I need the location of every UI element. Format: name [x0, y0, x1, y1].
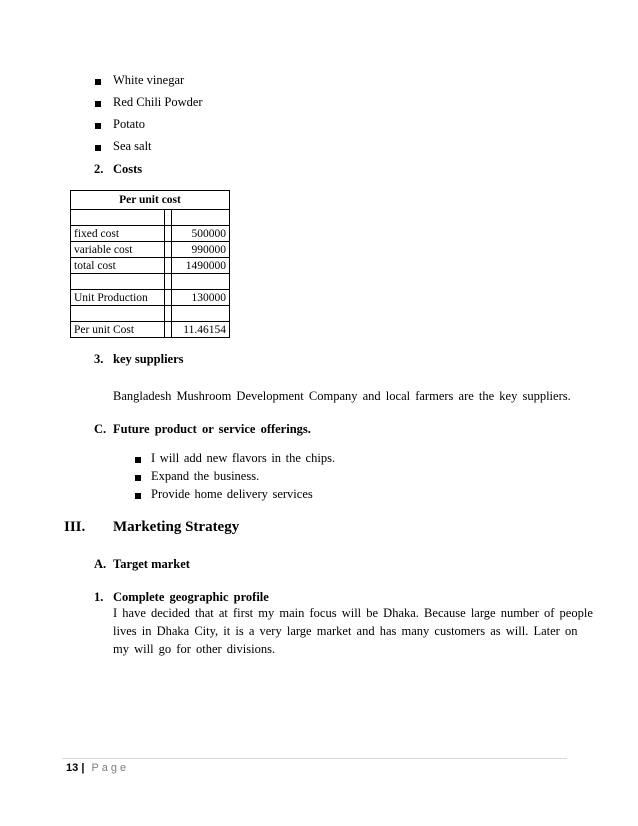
- costs-number: 2.: [94, 162, 104, 176]
- suppliers-number: 3.: [94, 352, 104, 366]
- bullet-icon: [135, 493, 141, 499]
- cost-table: [70, 190, 230, 338]
- table-cell-value: [172, 306, 230, 322]
- ingredient-item: Potato: [113, 117, 145, 131]
- bullet-icon: [95, 101, 101, 107]
- table-cell-label: [71, 306, 165, 322]
- page-number: 13: [66, 762, 79, 774]
- table-cell-label: total cost: [71, 258, 165, 274]
- table-cell-value: 130000: [172, 290, 230, 306]
- costs-heading: Costs: [113, 162, 143, 176]
- geo-text-line: my will go for other divisions.: [113, 642, 276, 656]
- page-label: Page: [91, 762, 130, 774]
- table-cell-value: 500000: [172, 226, 230, 242]
- table-header: Per unit cost: [71, 191, 230, 210]
- table-cell-value: [172, 210, 230, 226]
- future-item: Provide home delivery services: [151, 487, 313, 501]
- ingredient-item: Red Chili Powder: [113, 95, 203, 109]
- table-cell-label: [71, 210, 165, 226]
- table-cell-label: fixed cost: [71, 226, 165, 242]
- table-header-row: [71, 191, 230, 210]
- table-cell-label: [71, 274, 165, 290]
- ingredient-item: Sea salt: [113, 139, 152, 153]
- table-row: [71, 274, 230, 290]
- section-numeral: III.: [64, 519, 86, 535]
- table-cell-value: 11.46154: [172, 322, 230, 338]
- target-heading: Target market: [113, 557, 190, 571]
- table-row: [71, 258, 230, 274]
- geo-text-line: I have decided that at first my main focus will be Dhaka. Because large number of people: [113, 606, 593, 620]
- bullet-icon: [135, 475, 141, 481]
- bullet-icon: [95, 145, 101, 151]
- bullet-icon: [135, 457, 141, 463]
- future-letter: C.: [94, 422, 107, 436]
- table-cell-label: variable cost: [71, 242, 165, 258]
- table-cell-label: Per unit Cost: [71, 322, 165, 338]
- footer-separator: |: [81, 762, 85, 774]
- suppliers-heading: key suppliers: [113, 352, 184, 366]
- table-row: [71, 322, 230, 338]
- table-cell-label: Unit Production: [71, 290, 165, 306]
- table-cell-value: [172, 274, 230, 290]
- future-heading: Future product or service offerings.: [113, 422, 311, 436]
- table-cell-value: 1490000: [172, 258, 230, 274]
- table-row: [71, 226, 230, 242]
- table-row: [71, 290, 230, 306]
- page-footer: [66, 762, 129, 774]
- future-item: I will add new flavors in the chips.: [151, 451, 336, 465]
- bullet-icon: [95, 79, 101, 85]
- ingredient-item: White vinegar: [113, 73, 185, 87]
- geo-number: 1.: [94, 590, 104, 604]
- target-letter: A.: [94, 557, 107, 571]
- suppliers-text: Bangladesh Mushroom Development Company and local farmers are the key suppliers.: [113, 389, 571, 403]
- table-row: [71, 242, 230, 258]
- bullet-icon: [95, 123, 101, 129]
- future-item: Expand the business.: [151, 469, 260, 483]
- geo-heading: Complete geographic profile: [113, 590, 269, 604]
- table-row: [71, 210, 230, 226]
- geo-text-line: lives in Dhaka City, it is a very large market and has many customers as will. Later on: [113, 624, 578, 638]
- table-row: [71, 306, 230, 322]
- table-cell-value: 990000: [172, 242, 230, 258]
- footer-divider: [62, 758, 567, 759]
- section-heading: Marketing Strategy: [113, 519, 240, 535]
